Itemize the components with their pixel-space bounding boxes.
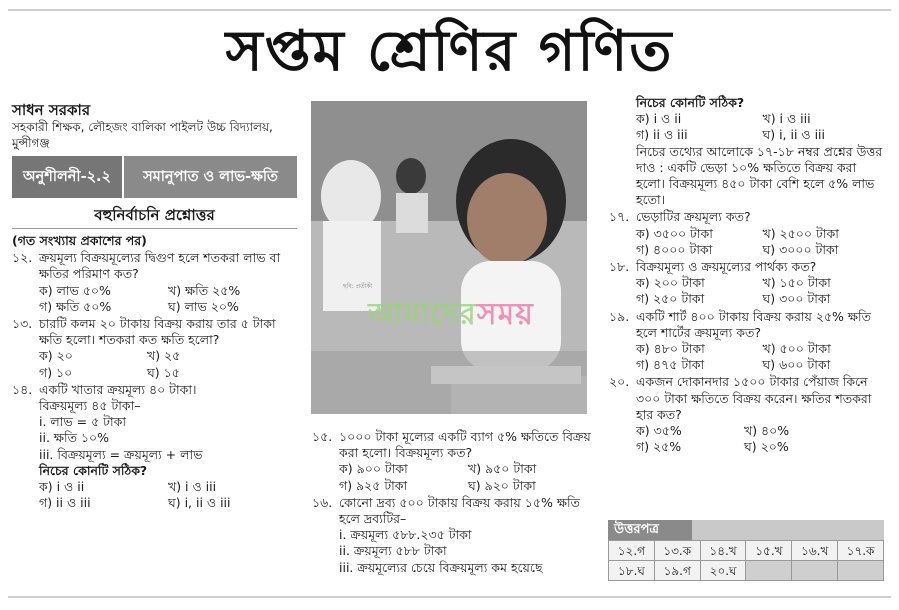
- option-b: খ) ২৫০০ টাকা: [762, 225, 839, 241]
- option-d: ঘ) ৩০০০ টাকা: [762, 241, 839, 257]
- option-d: ঘ) ১৫: [147, 364, 180, 380]
- option-c: গ) ৯২৫ টাকা: [339, 477, 408, 493]
- statement-i: i. ক্রয়মূল্য ৫৮৮.২৩৫ টাকা: [339, 527, 472, 543]
- answer-cell: ২০.ঘ: [701, 561, 747, 581]
- option-a: ক) ৩৫%: [636, 423, 682, 439]
- answer-cell-empty: [792, 561, 838, 581]
- answer-cell: ১৮.ঘ: [609, 561, 655, 581]
- question-text: বিক্রয়মূল্য ও ক্রয়মূল্যের পার্থক্য কত?: [636, 259, 817, 275]
- option-a: ক) ২০: [39, 348, 73, 364]
- option-c: গ) ii ও iii: [636, 127, 688, 143]
- answer-cell-empty: [838, 561, 884, 581]
- answer-cell: ১৪.খ: [701, 541, 747, 561]
- column-middle: [312, 428, 597, 576]
- question-14-line2: বিক্রয়মূল্য ৪৫ টাকা–: [39, 398, 141, 414]
- option-c: গ) ২৫০ টাকা: [636, 291, 705, 307]
- question-number: ১৩.: [12, 316, 33, 332]
- options-13: [12, 348, 297, 380]
- question-17: [609, 209, 889, 225]
- option-c: গ) ক্ষতি ৫০%: [39, 298, 112, 314]
- exercise-label: অনুশীলনী-২.২: [12, 156, 124, 198]
- question-text: কোনো দ্রব্য ৫০০ টাকায় বিক্রয় করায় ১৫% ক্ষতি হলে দ্রব্যটির–: [339, 494, 580, 527]
- option-a: ক) i ও ii: [39, 479, 85, 495]
- question-text: চারটি কলম ২০ টাকায় বিক্রয় করায় তার ৫ টাকা ক্ষতি হলো। শতকরা কত ক্ষতি হলো?: [39, 316, 276, 348]
- question-number: ২০.: [609, 374, 630, 390]
- column-left: [12, 100, 297, 511]
- statement-iii: iii. বিক্রয়মূল্য = ক্রয়মূল্য + লাভ: [39, 446, 203, 462]
- answer-cell: ১৯.গ: [655, 561, 701, 581]
- question-text: ক্রয়মূল্য বিক্রয়মূল্যের দ্বিগুণ হলে শতকরা লাভ বা ক্ষতির পরিমাণ কত?: [39, 250, 281, 282]
- option-a: ক) ৩৫০০ টাকা: [636, 225, 713, 241]
- option-a: ক) ২০০ টাকা: [636, 275, 705, 291]
- options-19: [609, 341, 889, 373]
- question-19: [609, 309, 889, 341]
- answer-cell: ১৬.খ: [792, 541, 838, 561]
- question-text: একটি শার্ট ৪০০ টাকায় বিক্রয় করায় ২৫% ক্ষতি হলে শার্টের ক্রয়মূল্য কত?: [636, 308, 871, 340]
- option-b: খ) i ও iii: [168, 479, 217, 495]
- option-d: ঘ) i, ii ও iii: [762, 127, 826, 143]
- options-14: [12, 479, 297, 511]
- top-rule: [8, 9, 891, 11]
- option-a: ক) ৯০০ টাকা: [339, 461, 408, 477]
- option-d: ঘ) লাভ ২০%: [168, 298, 239, 314]
- option-b: খ) ৫০০ টাকা: [762, 341, 831, 357]
- option-b: খ) ২৫: [147, 348, 181, 364]
- question-number: ১৬.: [312, 494, 333, 510]
- column-right: [609, 95, 889, 455]
- question-14: [12, 382, 297, 398]
- answer-cell: ১২.গ: [609, 541, 655, 561]
- question-number: ১৯.: [609, 308, 630, 324]
- option-d: ঘ) ২০%: [744, 439, 789, 455]
- question-number: ১২.: [12, 250, 33, 266]
- watermark-part-b: সময়: [476, 297, 534, 332]
- continuation-note: (গত সংখ্যায় প্রকাশের পর): [12, 233, 147, 248]
- option-b: খ) ৪০%: [744, 423, 790, 439]
- answer-key-title: উত্তরপত্র: [608, 520, 692, 540]
- topic-label: সমানুপাত ও লাভ-ক্ষতি: [143, 168, 278, 185]
- options-16: [609, 111, 889, 143]
- statement-ii: ii. ক্ষতি ১০%: [39, 430, 110, 446]
- answer-key-header: [608, 520, 884, 540]
- topic-banner: [12, 156, 297, 198]
- option-b: খ) ক্ষতি ২৫%: [168, 282, 241, 298]
- option-b: খ) i ও iii: [762, 111, 811, 127]
- page-title: সপ্তম শ্রেণির গণিত: [225, 19, 674, 84]
- option-d: ঘ) ৬০০ টাকা: [762, 357, 831, 373]
- question-text: ভেড়াটির ক্রয়মূল্য কত?: [636, 209, 751, 225]
- answer-key: [608, 520, 884, 581]
- author-designation: সহকারী শিক্ষক, লৌহজং বালিকা পাইলট উচ্চ বিদ্যালয়, মুন্সীগঞ্জ: [12, 120, 273, 150]
- context-paragraph: নিচের তথ্যের আলোকে ১৭-১৮ নম্বর প্রশ্নের উত্তর দাও : একটি ভেড়া ১০% ক্ষতিতে বিক্রয় করা হলো। বিক্রয়মূল্য ৪৫০ টাকা বেশি হলে ৫% লাভ হতো।: [636, 143, 883, 208]
- option-d: ঘ) ৯২০ টাকা: [468, 477, 536, 493]
- question-text: ১০০০ টাকা মূল্যের একটি ব্যাগ ৫% ক্ষতিতে বিক্রয় করা হলো। বিক্রয়মূল্য কত?: [339, 429, 591, 461]
- question-text: একটি খাতার ক্রয়মূল্য ৪০ টাকা।: [39, 381, 197, 397]
- question-13: [12, 316, 297, 348]
- options-12: [12, 283, 297, 315]
- option-b: খ) ১৫০ টাকা: [762, 275, 831, 291]
- question-text: একজন দোকানদার ১৫০০ টাকার পেঁয়াজ কিনে ৩০০ টাকা ক্ষতিতে বিক্রয় করেন। ক্ষতির শতকরা হার কত?: [636, 374, 872, 422]
- option-a: ক) লাভ ৫০%: [39, 282, 111, 298]
- answer-cell: ১৩.ক: [655, 541, 701, 561]
- question-number: ১৮.: [609, 259, 630, 275]
- answer-cell-empty: [746, 561, 792, 581]
- question-16-prompt: নিচের কোনটি সঠিক?: [636, 95, 745, 110]
- question-16: [312, 495, 597, 527]
- statement-iii: iii. ক্রয়মূল্যের চেয়ে বিক্রয়মূল্য কম হয়েছে: [339, 559, 543, 575]
- answer-cell: ১৫.খ: [746, 541, 792, 561]
- author-name: সাধন সরকার: [12, 101, 91, 119]
- option-d: ঘ) ৩০০ টাকা: [762, 291, 831, 307]
- photo-credit: ছবি: প্রতীকী: [343, 283, 373, 290]
- options-20: [609, 423, 889, 455]
- option-d: ঘ) i, ii ও iii: [168, 495, 231, 511]
- answer-cell: ১৭.ক: [838, 541, 884, 561]
- option-a: ক) i ও ii: [636, 111, 682, 127]
- question-15: [312, 429, 597, 461]
- newspaper-watermark: [336, 290, 566, 341]
- answer-key-header-fill: [692, 520, 884, 540]
- options-15: [312, 461, 597, 493]
- option-c: গ) ৪০০০ টাকা: [636, 241, 713, 257]
- section-heading: বহুনির্বাচনি প্রশ্নোত্তর: [12, 204, 297, 229]
- option-c: গ) ii ও iii: [39, 495, 91, 511]
- answer-grid: [608, 540, 884, 581]
- question-number: ১৫.: [312, 429, 333, 444]
- student-illustration: [311, 101, 587, 414]
- option-a: ক) ৪৮০ টাকা: [636, 341, 705, 357]
- option-b: খ) ৯৫০ টাকা: [468, 461, 537, 477]
- question-number: ১৭.: [609, 209, 630, 225]
- options-17: [609, 226, 889, 258]
- options-18: [609, 275, 889, 307]
- statement-i: i. লাভ = ৫ টাকা: [39, 414, 126, 430]
- option-c: গ) ১০: [39, 364, 73, 380]
- question-20: [609, 374, 889, 423]
- question-18: [609, 259, 889, 275]
- question-12: [12, 250, 297, 282]
- option-c: গ) ৪৭৫ টাকা: [636, 357, 705, 373]
- question-14-prompt: নিচের কোনটি সঠিক?: [39, 462, 148, 478]
- option-c: গ) ২৫%: [636, 439, 682, 455]
- statement-ii: ii. ক্রয়মূল্য ৫৮৮ টাকা: [339, 543, 447, 559]
- student-photo: [311, 101, 587, 414]
- bottom-rule: [8, 596, 891, 598]
- watermark-part-a: আমাদের: [368, 297, 477, 332]
- question-number: ১৪.: [12, 381, 33, 397]
